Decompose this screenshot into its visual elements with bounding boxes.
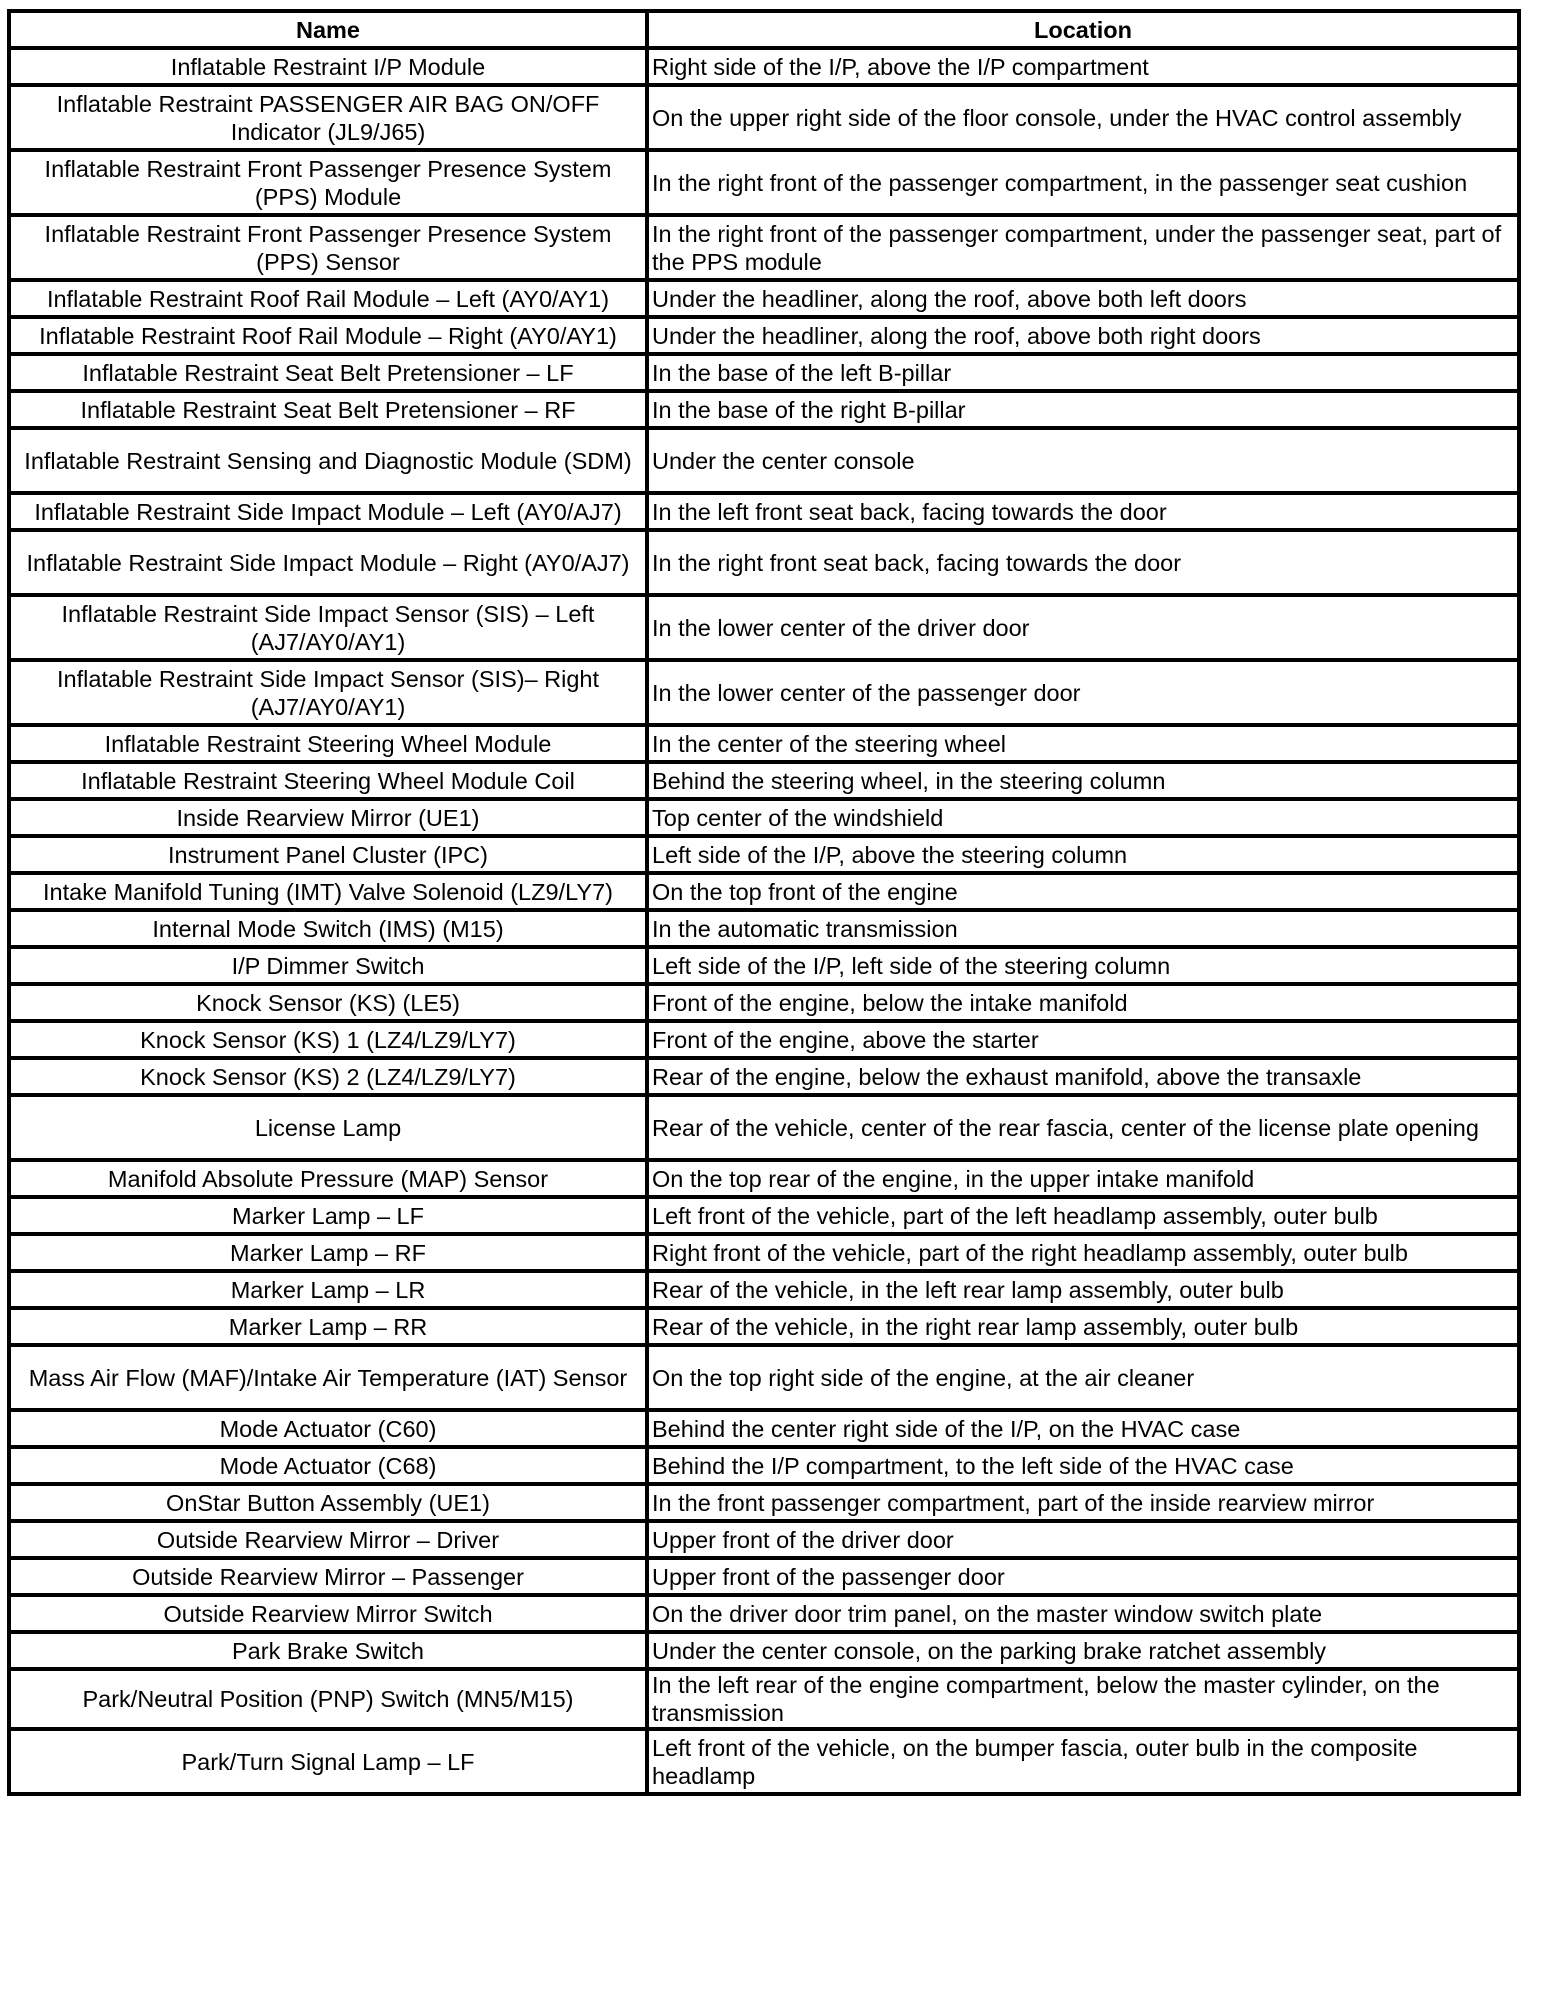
component-location-cell: Under the center console, on the parking brake ratchet assembly <box>647 1632 1519 1669</box>
table-row <box>9 1595 1519 1632</box>
table-row <box>9 280 1519 317</box>
component-name-cell: OnStar Button Assembly (UE1) <box>9 1484 647 1521</box>
component-name-cell: Inflatable Restraint Front Passenger Presence System (PPS) Sensor <box>9 215 647 280</box>
table-row <box>9 1345 1519 1410</box>
component-location-cell: On the top right side of the engine, at the air cleaner <box>647 1345 1519 1410</box>
component-name-cell: Inflatable Restraint Side Impact Sensor (SIS) – Left (AJ7/AY0/AY1) <box>9 595 647 660</box>
table-row <box>9 1447 1519 1484</box>
component-name-cell: Inflatable Restraint I/P Module <box>9 48 647 85</box>
component-location-cell: In the lower center of the driver door <box>647 595 1519 660</box>
component-location-table <box>7 9 1521 1796</box>
component-location-cell: Under the headliner, along the roof, above both right doors <box>647 317 1519 354</box>
component-location-cell: Rear of the engine, below the exhaust manifold, above the transaxle <box>647 1058 1519 1095</box>
component-location-cell: Right front of the vehicle, part of the right headlamp assembly, outer bulb <box>647 1234 1519 1271</box>
table-row <box>9 725 1519 762</box>
table-row <box>9 873 1519 910</box>
component-name-cell: License Lamp <box>9 1095 647 1160</box>
component-name-cell: Inflatable Restraint Roof Rail Module – Left (AY0/AY1) <box>9 280 647 317</box>
component-location-cell: Rear of the vehicle, in the right rear lamp assembly, outer bulb <box>647 1308 1519 1345</box>
component-location-cell: Upper front of the driver door <box>647 1521 1519 1558</box>
component-name-cell: Knock Sensor (KS) 2 (LZ4/LZ9/LY7) <box>9 1058 647 1095</box>
location-column-header: Location <box>647 11 1519 48</box>
table-row <box>9 150 1519 215</box>
table-row <box>9 1558 1519 1595</box>
component-name-cell: Inflatable Restraint Roof Rail Module – Right (AY0/AY1) <box>9 317 647 354</box>
component-location-cell: In the left rear of the engine compartment, below the master cylinder, on the transmission <box>647 1669 1519 1729</box>
component-location-cell: Rear of the vehicle, center of the rear fascia, center of the license plate opening <box>647 1095 1519 1160</box>
component-location-cell: In the left front seat back, facing towards the door <box>647 493 1519 530</box>
table-row <box>9 984 1519 1021</box>
component-location-cell: In the automatic transmission <box>647 910 1519 947</box>
table-row <box>9 1521 1519 1558</box>
component-location-cell: Right side of the I/P, above the I/P compartment <box>647 48 1519 85</box>
component-location-cell: In the base of the right B-pillar <box>647 391 1519 428</box>
table-row <box>9 1021 1519 1058</box>
table-row <box>9 1484 1519 1521</box>
component-name-cell: Mode Actuator (C68) <box>9 1447 647 1484</box>
component-name-cell: Park/Turn Signal Lamp – LF <box>9 1729 647 1794</box>
component-name-cell: Mode Actuator (C60) <box>9 1410 647 1447</box>
table-row <box>9 762 1519 799</box>
component-location-cell: Front of the engine, above the starter <box>647 1021 1519 1058</box>
component-location-cell: Behind the I/P compartment, to the left side of the HVAC case <box>647 1447 1519 1484</box>
table-row <box>9 215 1519 280</box>
component-location-cell: On the top front of the engine <box>647 873 1519 910</box>
component-location-cell: Upper front of the passenger door <box>647 1558 1519 1595</box>
component-name-cell: Inflatable Restraint Sensing and Diagnostic Module (SDM) <box>9 428 647 493</box>
component-location-cell: On the top rear of the engine, in the upper intake manifold <box>647 1160 1519 1197</box>
component-location-cell: Rear of the vehicle, in the left rear lamp assembly, outer bulb <box>647 1271 1519 1308</box>
table-row <box>9 1308 1519 1345</box>
table-row <box>9 1095 1519 1160</box>
component-name-cell: Outside Rearview Mirror – Passenger <box>9 1558 647 1595</box>
component-location-cell: In the right front of the passenger compartment, under the passenger seat, part of the PPS module <box>647 215 1519 280</box>
component-name-cell: Inside Rearview Mirror (UE1) <box>9 799 647 836</box>
component-location-cell: Left side of the I/P, above the steering column <box>647 836 1519 873</box>
component-name-cell: Internal Mode Switch (IMS) (M15) <box>9 910 647 947</box>
component-name-cell: Park Brake Switch <box>9 1632 647 1669</box>
component-name-cell: Outside Rearview Mirror – Driver <box>9 1521 647 1558</box>
table-row <box>9 1160 1519 1197</box>
component-name-cell: Outside Rearview Mirror Switch <box>9 1595 647 1632</box>
table-row <box>9 530 1519 595</box>
component-name-cell: Knock Sensor (KS) 1 (LZ4/LZ9/LY7) <box>9 1021 647 1058</box>
table-row <box>9 660 1519 725</box>
component-name-cell: Marker Lamp – LR <box>9 1271 647 1308</box>
component-location-cell: In the base of the left B-pillar <box>647 354 1519 391</box>
table-row <box>9 1234 1519 1271</box>
component-name-cell: Marker Lamp – RR <box>9 1308 647 1345</box>
component-name-cell: Inflatable Restraint Seat Belt Pretensioner – LF <box>9 354 647 391</box>
table-row <box>9 910 1519 947</box>
table-row <box>9 493 1519 530</box>
component-location-cell: Left front of the vehicle, part of the left headlamp assembly, outer bulb <box>647 1197 1519 1234</box>
table-row <box>9 836 1519 873</box>
component-location-cell: In the front passenger compartment, part of the inside rearview mirror <box>647 1484 1519 1521</box>
table-row <box>9 595 1519 660</box>
component-location-cell: Under the center console <box>647 428 1519 493</box>
component-location-cell: In the right front of the passenger compartment, in the passenger seat cushion <box>647 150 1519 215</box>
table-row <box>9 1058 1519 1095</box>
component-name-cell: Marker Lamp – RF <box>9 1234 647 1271</box>
table-row <box>9 1669 1519 1729</box>
component-location-cell: In the right front seat back, facing towards the door <box>647 530 1519 595</box>
table-row <box>9 1729 1519 1794</box>
component-location-cell: Top center of the windshield <box>647 799 1519 836</box>
table-row <box>9 799 1519 836</box>
table-row <box>9 48 1519 85</box>
component-name-cell: Inflatable Restraint Seat Belt Pretensioner – RF <box>9 391 647 428</box>
table-row <box>9 317 1519 354</box>
component-name-cell: Inflatable Restraint PASSENGER AIR BAG ON/OFF Indicator (JL9/J65) <box>9 85 647 150</box>
component-name-cell: Marker Lamp – LF <box>9 1197 647 1234</box>
component-name-cell: Park/Neutral Position (PNP) Switch (MN5/M15) <box>9 1669 647 1729</box>
table-row <box>9 1271 1519 1308</box>
component-name-cell: I/P Dimmer Switch <box>9 947 647 984</box>
component-name-cell: Inflatable Restraint Side Impact Sensor (SIS)– Right (AJ7/AY0/AY1) <box>9 660 647 725</box>
component-name-cell: Inflatable Restraint Side Impact Module – Right (AY0/AJ7) <box>9 530 647 595</box>
component-name-cell: Knock Sensor (KS) (LE5) <box>9 984 647 1021</box>
component-location-cell: Behind the center right side of the I/P, on the HVAC case <box>647 1410 1519 1447</box>
component-name-cell: Inflatable Restraint Side Impact Module – Left (AY0/AJ7) <box>9 493 647 530</box>
component-name-cell: Manifold Absolute Pressure (MAP) Sensor <box>9 1160 647 1197</box>
component-name-cell: Intake Manifold Tuning (IMT) Valve Solenoid (LZ9/LY7) <box>9 873 647 910</box>
component-location-cell: Left side of the I/P, left side of the steering column <box>647 947 1519 984</box>
component-name-cell: Mass Air Flow (MAF)/Intake Air Temperature (IAT) Sensor <box>9 1345 647 1410</box>
table-row <box>9 1632 1519 1669</box>
table-row <box>9 354 1519 391</box>
component-location-cell: On the upper right side of the floor console, under the HVAC control assembly <box>647 85 1519 150</box>
component-location-cell: Under the headliner, along the roof, above both left doors <box>647 280 1519 317</box>
component-name-cell: Inflatable Restraint Front Passenger Presence System (PPS) Module <box>9 150 647 215</box>
table-row <box>9 391 1519 428</box>
component-location-cell: Behind the steering wheel, in the steering column <box>647 762 1519 799</box>
component-location-cell: Front of the engine, below the intake manifold <box>647 984 1519 1021</box>
component-location-cell: In the center of the steering wheel <box>647 725 1519 762</box>
component-name-cell: Instrument Panel Cluster (IPC) <box>9 836 647 873</box>
table-body <box>9 48 1519 1794</box>
component-location-cell: On the driver door trim panel, on the master window switch plate <box>647 1595 1519 1632</box>
header-row <box>9 11 1519 48</box>
name-column-header: Name <box>9 11 647 48</box>
component-location-cell: Left front of the vehicle, on the bumper fascia, outer bulb in the composite headlamp <box>647 1729 1519 1794</box>
component-location-cell: In the lower center of the passenger door <box>647 660 1519 725</box>
component-name-cell: Inflatable Restraint Steering Wheel Module Coil <box>9 762 647 799</box>
table-row <box>9 85 1519 150</box>
table-row <box>9 428 1519 493</box>
table-row <box>9 1197 1519 1234</box>
component-name-cell: Inflatable Restraint Steering Wheel Module <box>9 725 647 762</box>
table-row <box>9 1410 1519 1447</box>
table-row <box>9 947 1519 984</box>
